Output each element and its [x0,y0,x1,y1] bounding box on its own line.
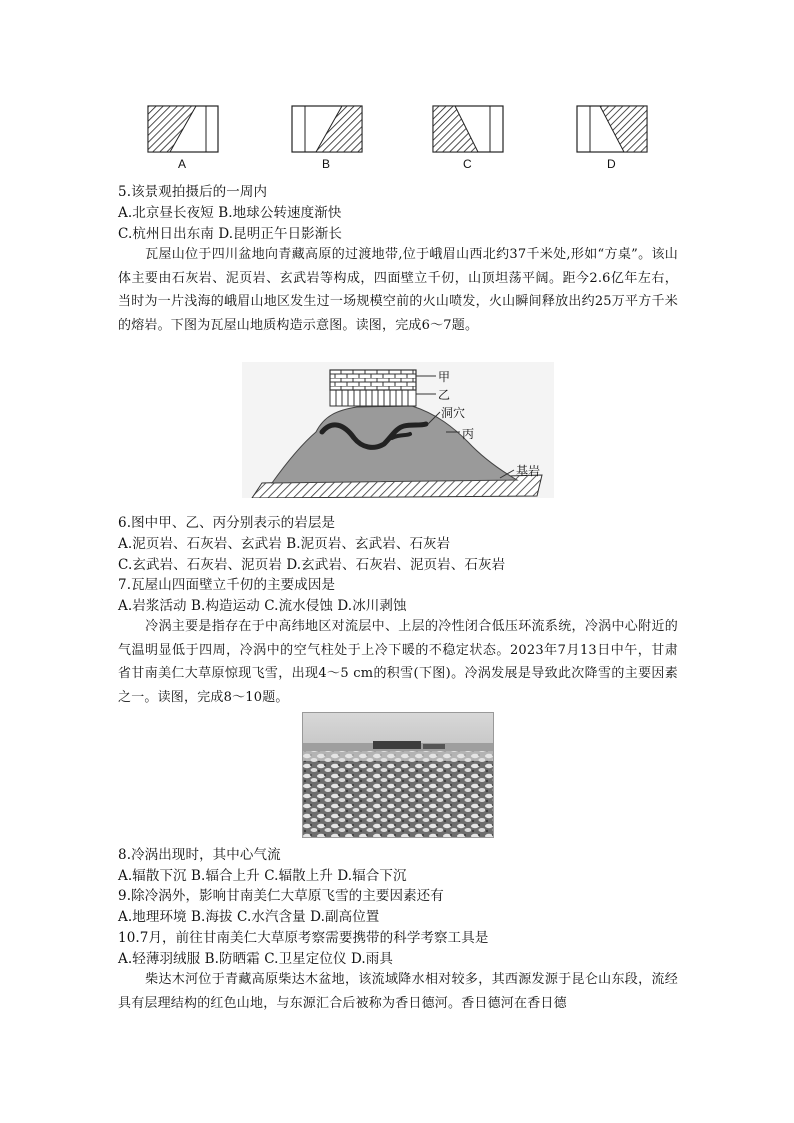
diagram-label-a: A [178,157,187,171]
diagram-a [148,106,218,152]
geology-label-yi: 乙 [438,388,451,402]
diagram-label-d: D [607,157,616,171]
q5-options-2: C.杭州日出东南 D.昆明正午日影渐长 [118,226,342,242]
diagram-label-c: C [463,157,472,171]
passage-qaidam-river [118,968,678,1015]
q6-options-1: A.泥页岩、石灰岩、玄武岩 B.泥页岩、玄武岩、石灰岩 [118,536,451,552]
q7-stem: 7.瓦屋山四面壁立千仞的主要成因是 [118,577,336,593]
q5-stem: 5.该景观拍摄后的一周内 [118,184,268,200]
q5-options-1: A.北京昼长夜短 B.地球公转速度渐快 [118,205,342,221]
passage-cold-vortex-text: 冷涡主要是指存在于中高纬地区对流层中、上层的冷性闭合低压环流系统，冷涡中心附近的气温明显低于四周，冷涡中的空气柱处于上冷下暖的不稳定状态。2023年7月13日中午，甘肃省甘南美仁大草原惊现飞雪，出现4～5 cm的积雪(下图)。冷涡发展是导致此次降雪的主要因素之一。读图，完成8～10题。 [118,619,678,705]
passage-wawushan-text: 瓦屋山位于四川盆地向青藏高原的过渡地带,位于峨眉山西北约37千米处,形如“方桌”。该山体主要由石灰岩、泥页岩、玄武岩等构成，四面壁立千仞，山顶坦荡平阔。距今2.6亿年左右，当时为一片浅海的峨眉山地区发生过一场规模空前的火山喷发，火山瞬间释放出约25万平方千米的熔岩。下图为瓦屋山地质构造示意图。读图，完成6～7题。 [118,247,678,333]
q10-options-1: A.轻薄羽绒服 B.防晒霜 C.卫星定位仪 D.雨具 [118,951,393,967]
diagram-d [577,106,647,152]
passage-qaidam-river-text: 柴达木河位于青藏高原柴达木盆地，该流域降水相对较多，其西源发源于昆仑山东段，流经具有层理结构的红色山地，与东源汇合后被称为香日德河。香日德河在香日德 [118,972,678,1011]
option-diagrams [0,0,794,180]
q8-options-1: A.辐散下沉 B.辐合上升 C.辐散上升 D.辐合下沉 [118,868,407,884]
geology-label-jia: 甲 [438,370,451,384]
passage-cold-vortex [118,615,678,709]
q9-options-1: A.地理环境 B.海拔 C.水汽含量 D.副高位置 [118,909,380,925]
q10-stem: 10.7月，前往甘南美仁大草原考察需要携带的科学考察工具是 [118,930,489,946]
diagram-c [433,106,503,152]
diagram-label-b: B [322,157,331,171]
passage-wawushan [118,243,678,337]
q7-options-1: A.岩浆活动 B.构造运动 C.流水侵蚀 D.冰川剥蚀 [118,598,407,614]
geology-label-bing: 丙 [462,427,475,441]
q6-stem: 6.图中甲、乙、丙分别表示的岩层是 [118,515,336,531]
q9-stem: 9.除冷涡外，影响甘南美仁大草原飞雪的主要因素还有 [118,888,444,904]
snow-grassland-image [303,713,493,837]
geology-diagram [242,362,554,498]
q6-options-2: C.玄武岩、石灰岩、泥页岩 D.玄武岩、石灰岩、泥页岩、石灰岩 [118,557,506,573]
diagram-b [292,106,362,152]
geology-label-bedrock: 基岩 [516,464,541,478]
snow-grassland-photo [302,712,494,838]
geology-label-cave: 洞穴 [441,406,466,420]
q8-stem: 8.冷涡出现时，其中心气流 [118,847,281,863]
